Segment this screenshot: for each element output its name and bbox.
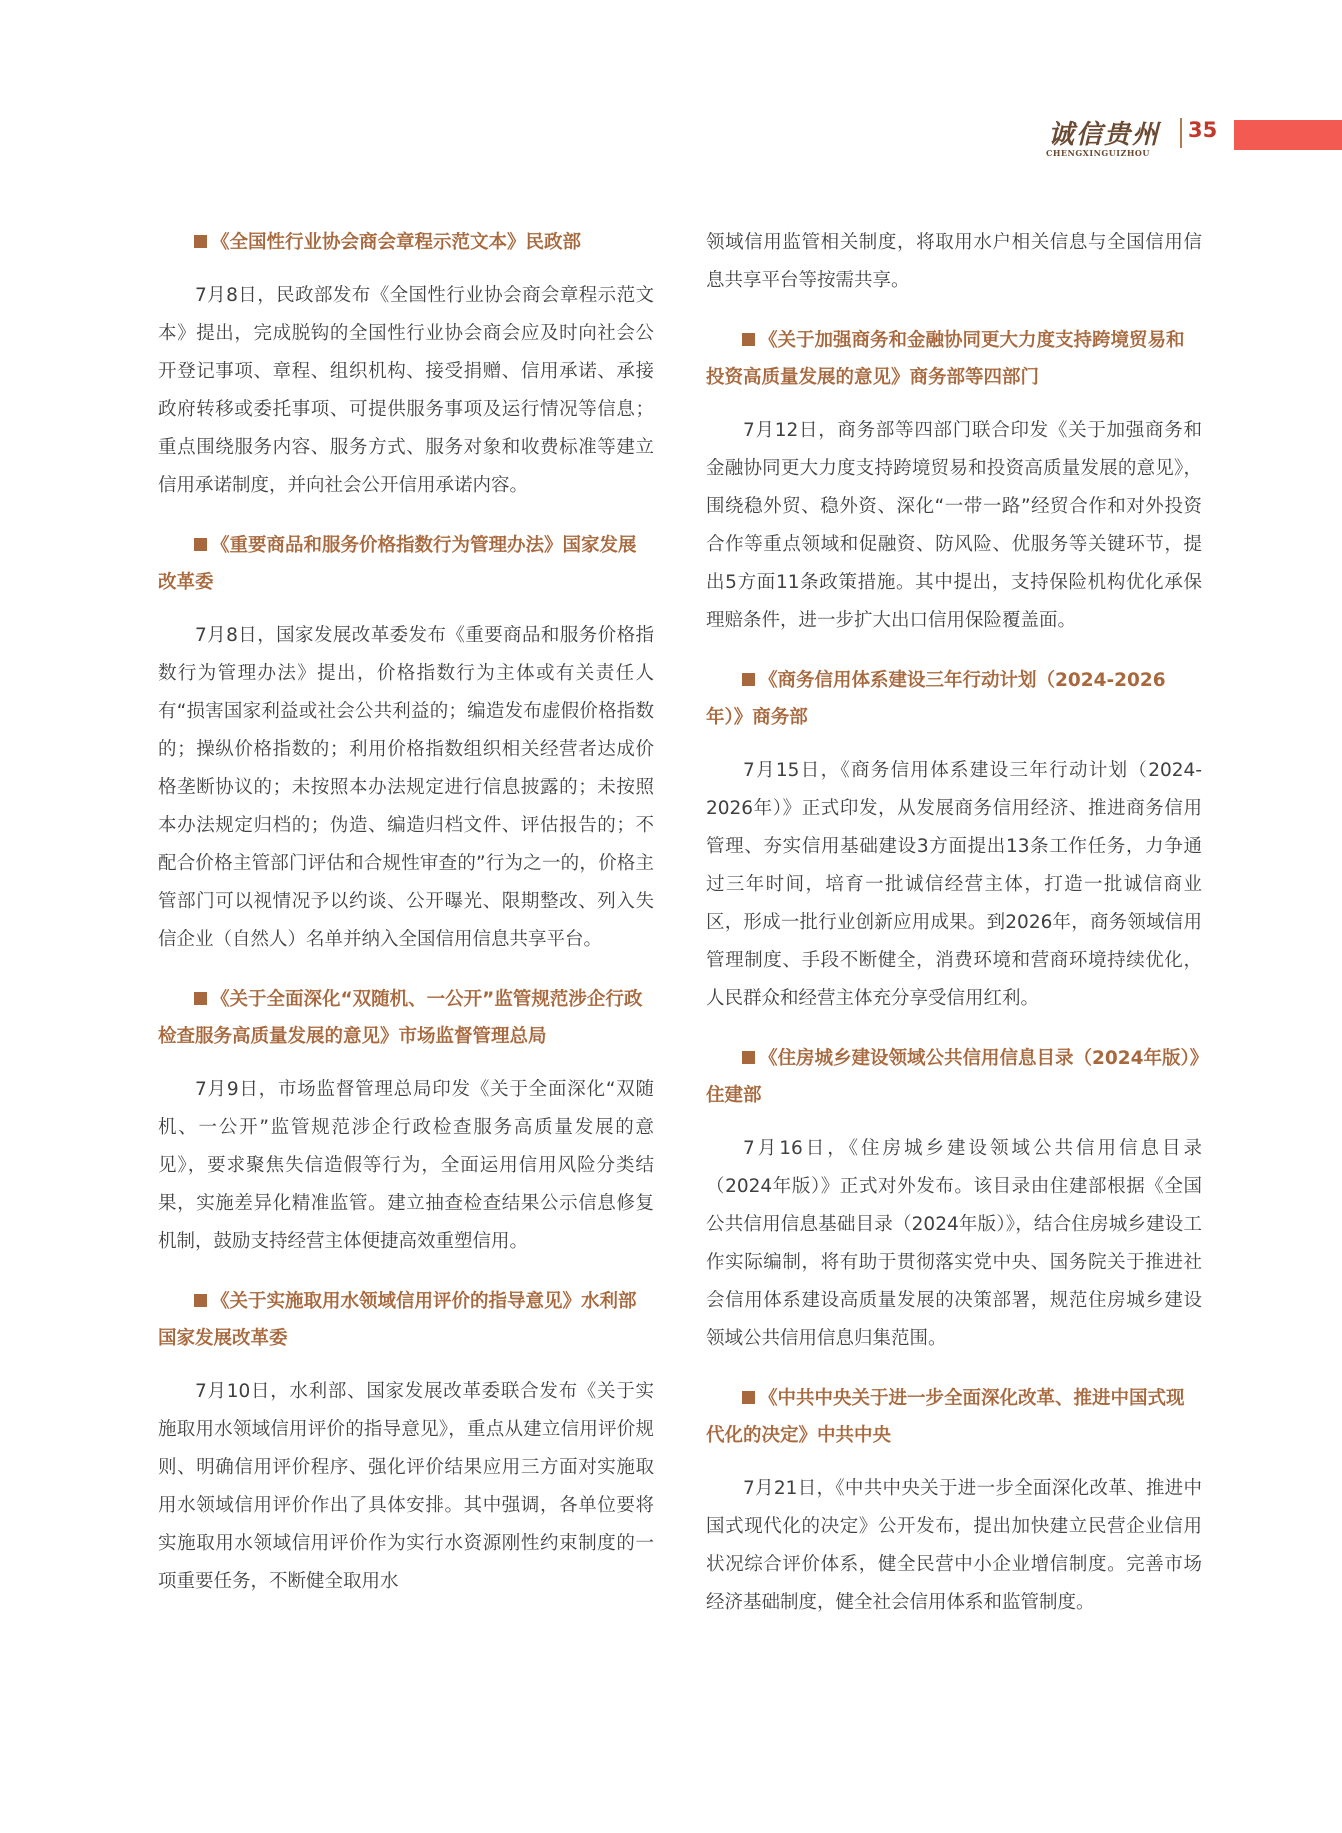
section-heading [158,981,654,1055]
paragraph: 7月9日，市场监督管理总局印发《关于全面深化“双随机、一公开”监管规范涉企行政检查服务高质量发展的意见》，要求聚焦失信造假等行为，全面运用信用风险分类结果，实施差异化精准监管。建立抽查检查结果公示信息修复机制，鼓励支持经营主体便捷高效重塑信用。 [158,1079,654,1252]
square-bullet-icon [194,235,207,248]
logo-english-text: CHENGXINGUIZHOU [1046,148,1150,158]
section-heading-text: 《住房城乡建设领域公共信用信息目录（2024年版）》住建部 [706,1048,1199,1106]
left-column [158,224,654,1623]
right-column [706,224,1202,1644]
section-heading-text: 《中共中央关于进一步全面深化改革、推进中国式现代化的决定》中共中央 [706,1388,1185,1446]
square-bullet-icon [742,1391,755,1404]
square-bullet-icon [194,1294,207,1307]
square-bullet-icon [742,673,755,686]
page-header [1042,110,1342,160]
section-heading-text: 《全国性行业协会商会章程示范文本》民政部 [211,232,582,253]
header-accent-bar [1234,120,1342,150]
section-heading-text: 《重要商品和服务价格指数行为管理办法》国家发展改革委 [158,535,637,593]
section-heading [706,1380,1202,1454]
paragraph: 7月15日，《商务信用体系建设三年行动计划（2024-2026年）》正式印发，从发展商务信用经济、推进商务信用管理、夯实信用基础建设3方面提出13条工作任务，力争通过三年时间，培育一批诚信经营主体，打造一批诚信商业区，形成一批行业创新应用成果。到2026年，商务领域信用管理制度、手段不断健全，消费环境和营商环境持续优化，人民群众和经营主体充分享受信用红利。 [706,760,1202,1009]
paragraph: 7月12日，商务部等四部门联合印发《关于加强商务和金融协同更大力度支持跨境贸易和投资高质量发展的意见》，围绕稳外贸、稳外资、深化“一带一路”经贸合作和对外投资合作等重点领域和促融资、防风险、优服务等关键环节，提出5方面11条政策措施。其中提出，支持保险机构优化承保理赔条件，进一步扩大出口信用保险覆盖面。 [706,420,1202,631]
square-bullet-icon [742,333,755,346]
paragraph: 7月8日，国家发展改革委发布《重要商品和服务价格指数行为管理办法》提出，价格指数行为主体或有关责任人有“损害国家利益或社会公共利益的；编造发布虚假价格指数的；操纵价格指数的；利用价格指数组织相关经营者达成价格垄断协议的；未按照本办法规定进行信息披露的；未按照本办法规定归档的；伪造、编造归档文件、评估报告的；不配合价格主管部门评估和合规性审查的”行为之一的，价格主管部门可以视情况予以约谈、公开曝光、限期整改、列入失信企业（自然人）名单并纳入全国信用信息共享平台。 [158,625,654,950]
paragraph: 7月8日，民政部发布《全国性行业协会商会章程示范文本》提出，完成脱钩的全国性行业协会商会应及时向社会公开登记事项、章程、组织机构、接受捐赠、信用承诺、承接政府转移或委托事项、可提供服务事项及运行情况等信息；重点围绕服务内容、服务方式、服务对象和收费标准等建立信用承诺制度，并向社会公开信用承诺内容。 [158,285,654,496]
square-bullet-icon [742,1051,755,1064]
page-number: 35 [1188,118,1218,142]
section-heading-text: 《关于全面深化“双随机、一公开”监管规范涉企行政检查服务高质量发展的意见》市场监督管理总局 [158,989,643,1047]
section-heading [158,527,654,601]
section-heading [158,224,654,261]
section-heading-text: 《商务信用体系建设三年行动计划（2024-2026年）》商务部 [706,670,1166,728]
section-heading [706,662,1202,736]
section-heading-text: 《关于实施取用水领域信用评价的指导意见》水利部 国家发展改革委 [158,1291,637,1349]
section-heading [706,1040,1202,1114]
section-heading [706,322,1202,396]
square-bullet-icon [194,992,207,1005]
logo-chinese-text: 诚信贵州 [1048,120,1161,150]
paragraph: 7月10日，水利部、国家发展改革委联合发布《关于实施取用水领域信用评价的指导意见》，重点从建立信用评价规则、明确信用评价程序、强化评价结果应用三方面对实施取用水领域信用评价作出了具体安排。其中强调，各单位要将实施取用水领域信用评价作为实行水资源刚性约束制度的一项重要任务，不断健全取用水 [158,1381,654,1592]
paragraph: 7月21日，《中共中央关于进一步全面深化改革、推进中国式现代化的决定》公开发布，提出加快建立民营企业信用状况综合评价体系，健全民营中小企业增信制度。完善市场经济基础制度，健全社会信用体系和监管制度。 [706,1478,1202,1613]
section-heading [158,1283,654,1357]
paragraph: 7月16日，《住房城乡建设领域公共信用信息目录（2024年版）》正式对外发布。该目录由住建部根据《全国公共信用信息基础目录（2024年版）》，结合住房城乡建设工作实际编制，将有助于贯彻落实党中央、国务院关于推进社会信用体系建设高质量发展的决策部署，规范住房城乡建设领域公共信用信息归集范围。 [706,1138,1202,1349]
section-heading-text: 《关于加强商务和金融协同更大力度支持跨境贸易和投资高质量发展的意见》商务部等四部门 [706,330,1185,388]
paragraph-continued: 领域信用监管相关制度，将取用水户相关信息与全国信用信息共享平台等按需共享。 [706,232,1202,291]
magazine-logo [1042,118,1172,162]
header-divider [1180,118,1182,148]
square-bullet-icon [194,538,207,551]
